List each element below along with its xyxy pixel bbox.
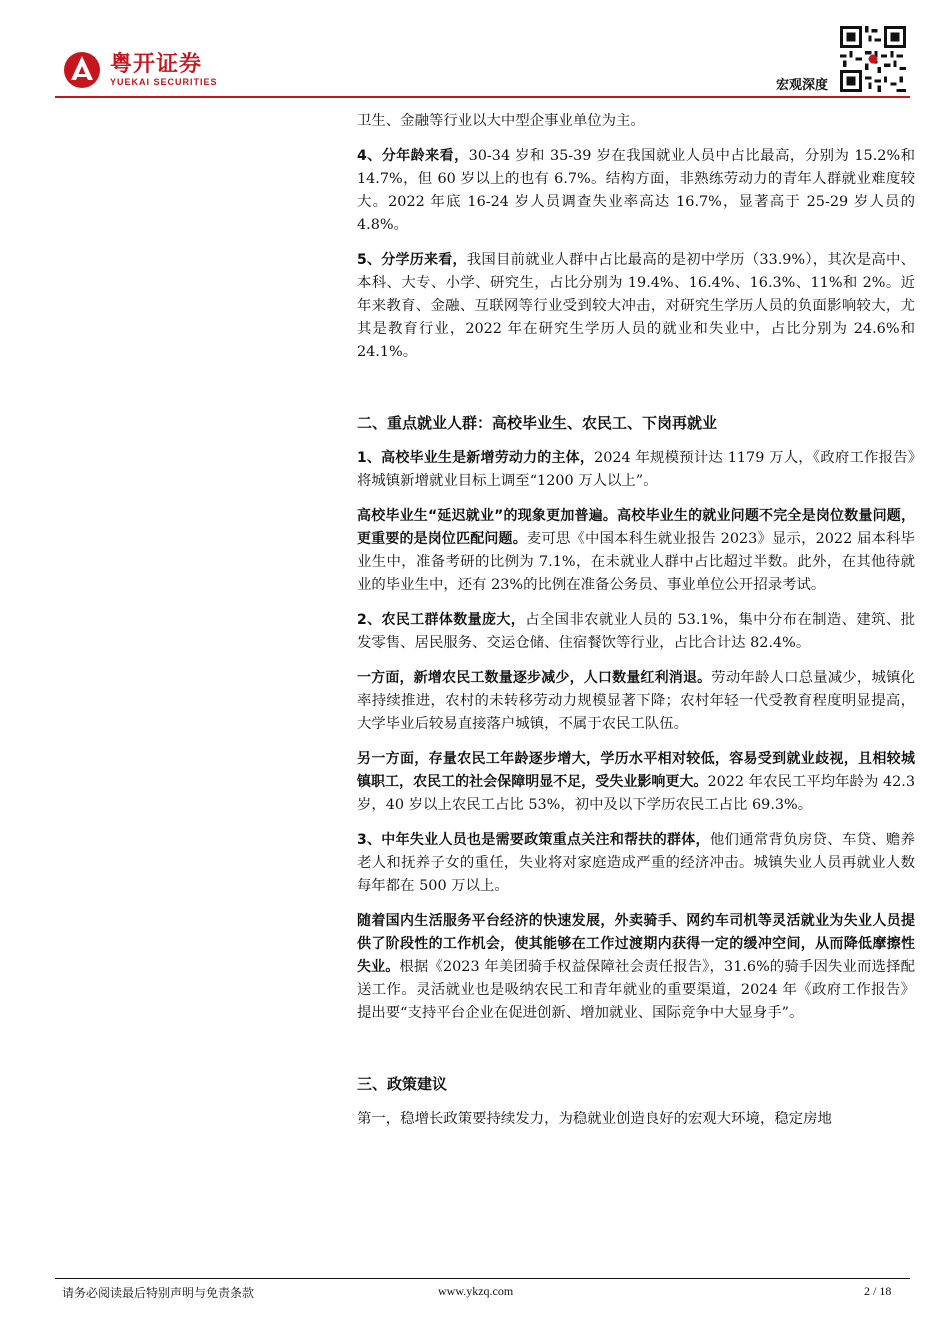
paragraph-lead: 另一方面，存量农民工年龄逐步增大，学历水平相对较低，容易受到就业歧视，且相较城镇职工，农民工的社会保障明显不足，受失业影响更大。 [357,751,915,790]
brand-logo [62,50,218,90]
page-number: 2 / 18 [864,1284,892,1298]
paragraph-policy-first: 第一，稳增长政策要持续发力，为稳就业创造良好的宏观大环境，稳定房地 [357,1111,832,1127]
paragraph-lead: 2、农民工群体数量庞大， [357,612,526,628]
paragraph-lead: 随着国内生活服务平台经济的快速发展，外卖骑手、网约车司机等灵活就业为失业人员提供了阶段性的工作机会，使其能够在工作过渡期内获得一定的缓冲空间，从而降低摩擦性失业。 [357,913,915,975]
paragraph-lead: 4、分年龄来看， [357,148,469,164]
footer-divider [55,1278,910,1279]
page-header [0,0,950,100]
qr-code-icon [840,26,906,92]
paragraph-delayed-employment: 高校毕业生“延迟就业”的现象更加普遍。高校毕业生的就业问题不完全是岗位数量问题，更重要的是岗位匹配问题。麦可思《中国本科生就业报告 2023》显示，2022 届本科毕业生中，准备考研的比例为 7.1%，在未就业人群中占比超过半数。此外，在其他待就业的毕业生中，还有 23%的比例在准备公务员、事业单位公开招录考试。 [357,508,916,593]
paragraph-flexible-employment: 随着国内生活服务平台经济的快速发展，外卖骑手、网约车司机等灵活就业为失业人员提供了阶段性的工作机会，使其能够在工作过渡期内获得一定的缓冲空间，从而降低摩擦性失业。根据《2023 年美团骑手权益保障社会责任报告》，31.6%的骑手因失业而选择配送工作。灵活就业也是吸纳农民工和青年就业的重要渠道，2024 年《政府工作报告》提出要“支持平台企业在促进创新、增加就业、国际竞争中大显身手”。 [357,913,916,1021]
paragraph-lead: 3、中年失业人员也是需要政策重点关注和帮扶的群体， [357,832,710,848]
paragraph-existing-migrants: 另一方面，存量农民工年龄逐步增大，学历水平相对较低，容易受到就业歧视，且相较城镇职工，农民工的社会保障明显不足，受失业影响更大。2022 年农民工平均年龄为 42.3 岁，40 岁以上农民工占比 53%，初中及以下学历农民工占比 69.3%。 [357,751,915,813]
paragraph-lead: 5、分学历来看， [357,252,467,268]
paragraph-age: 4、分年龄来看，30-34 岁和 35-39 岁在我国就业人员中占比最高，分别为 15.2%和 14.7%，但 60 岁以上的也有 6.7%。结构方面，非熟练劳动力的青年人群就业难度较大。2022 年底 16-24 岁人员调查失业率高达 16.7%，显著高于 25-29 岁人员的 4.8%。 [357,148,915,233]
paragraph-new-migrants: 一方面，新增农民工数量逐步减少，人口数量红利消退。劳动年龄人口总量减少，城镇化率持续推进，农村的未转移劳动力规模显著下降；农村年轻一代受教育程度明显提高，大学毕业后较易直接落户城镇，不属于农民工队伍。 [357,670,915,732]
paragraph-graduates: 1、高校毕业生是新增劳动力的主体，2024 年规模预计达 1179 万人，《政府工作报告》将城镇新增就业目标上调至“1200 万人以上”。 [357,450,915,489]
yuekai-logo-icon [62,50,102,90]
footer-website-link[interactable]: www.ykzq.com [438,1284,514,1298]
paragraph-education: 5、分学历来看，我国目前就业人群中占比最高的是初中学历（33.9%），其次是高中、本科、大专、小学、研究生，占比分别为 19.4%、16.4%、16.3%、11%和 2%。近年来教育、金融、互联网等行业受到较大冲击，对研究生学历人员的负面影响较大，尤其是教育行业，2022 年在研究生学历人员的就业和失业中，占比分别为 24.6%和 24.1%。 [357,252,915,360]
section-title-key-groups: 二、重点就业人群：高校毕业生、农民工、下岗再就业 [357,414,718,432]
header-divider [55,96,910,98]
paragraph-middle-aged: 3、中年失业人员也是需要政策重点关注和帮扶的群体，他们通常背负房贷、车贷、赡养老人和抚养子女的重任，失业将对家庭造成严重的经济冲击。城镇失业人员再就业人数每年都在 500 万以上。 [357,832,915,894]
paragraph-lead: 1、高校毕业生是新增劳动力的主体， [357,450,595,466]
paragraph: 卫生、金融等行业以大中型企事业单位为主。 [357,113,645,129]
paragraph-migrant-workers: 2、农民工群体数量庞大，占全国非农就业人员的 53.1%，集中分布在制造、建筑、批发零售、居民服务、交运仓储、住宿餐饮等行业，占比合计达 82.4%。 [357,612,916,651]
brand-name-cn: 粤开证券 [110,51,203,77]
section-title-policy: 三、政策建议 [357,1075,448,1093]
brand-name-en: YUEKAI SECURITIES [110,76,218,87]
paragraph-lead: 高校毕业生“延迟就业”的现象更加普遍。高校毕业生的就业问题不完全是岗位数量问题，更重要的是岗位匹配问题。 [357,508,915,547]
report-type-label: 宏观深度 [776,78,829,93]
report-body [357,110,915,1143]
footer-disclaimer: 请务必阅读最后特别声明与免责条款 [62,1286,255,1300]
paragraph-lead: 一方面，新增农民工数量逐步减少，人口数量红利消退。 [357,670,712,686]
